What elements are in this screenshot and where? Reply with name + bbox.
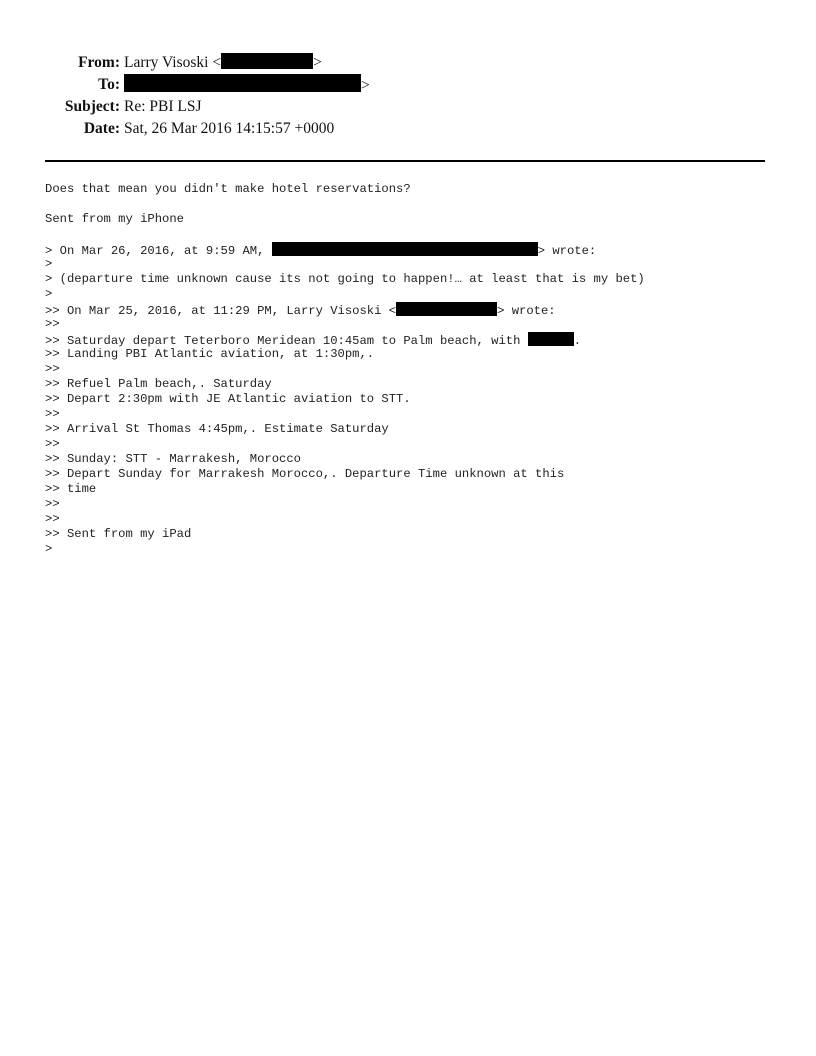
quote-line: > (departure time unknown cause its not going to happen!… at least that is my bet): [45, 272, 645, 286]
quote-line: >> Sent from my iPad: [45, 527, 192, 541]
quote-line: >: [45, 287, 53, 301]
header-divider: [45, 160, 765, 162]
subject-label: Subject:: [64, 98, 120, 115]
quote-suffix: > wrote:: [497, 304, 556, 318]
from-name: Larry Visoski <: [124, 54, 222, 71]
blank-line: [45, 197, 645, 212]
to-value: [124, 74, 370, 97]
quote-prefix: >> Saturday depart Teterboro Meridean 10:45am to Palm beach, with: [45, 334, 528, 348]
quote-line: >>: [45, 362, 60, 376]
quote-line: >> Arrival St Thomas 4:45pm,. Estimate Saturday: [45, 422, 389, 436]
date-value: Sat, 26 Mar 2016 14:15:57 +0000: [124, 120, 335, 137]
quote-line: >> time: [45, 482, 97, 496]
body-line: Does that mean you didn't make hotel reservations?: [45, 182, 411, 196]
redaction-box: [272, 242, 538, 256]
redaction-box: [221, 53, 313, 69]
quote-suffix: .: [573, 334, 582, 348]
quote-line: >>: [45, 317, 60, 331]
redaction-box: [396, 302, 497, 316]
quote-prefix: > On Mar 26, 2016, at 9:59 AM,: [45, 244, 272, 258]
subject-value: Re: PBI LSJ: [124, 98, 202, 115]
quote-suffix: > wrote:: [537, 244, 597, 258]
from-label: From:: [78, 54, 120, 71]
quote-line: >: [45, 257, 53, 271]
from-close: >: [313, 54, 322, 71]
quote-line: >> Depart 2:30pm with JE Atlantic aviation to STT.: [45, 392, 411, 406]
quote-line: >>: [45, 512, 60, 526]
from-value: [124, 52, 322, 74]
quote-line: >: [45, 542, 53, 556]
date-label: Date:: [83, 120, 120, 137]
blank-line: [45, 227, 645, 242]
quote-line: [45, 332, 645, 347]
body-line: Sent from my iPhone: [45, 212, 184, 226]
quote-line: >> Landing PBI Atlantic aviation, at 1:30pm,.: [45, 347, 375, 361]
quote-line: >> Depart Sunday for Marrakesh Morocco,. Departure Time unknown at this: [45, 467, 565, 481]
quote-line: [45, 242, 645, 257]
quote-line: >>: [45, 497, 60, 511]
redaction-box: [124, 74, 361, 92]
email-body: [45, 182, 645, 557]
quote-prefix: >> On Mar 25, 2016, at 11:29 PM, Larry Visoski <: [45, 304, 397, 318]
quote-line: >>: [45, 437, 60, 451]
quote-line: >> Sunday: STT - Marrakesh, Morocco: [45, 452, 301, 466]
to-close: >: [361, 77, 370, 94]
quote-line: [45, 302, 645, 317]
to-label: To:: [98, 76, 120, 93]
quote-line: >>: [45, 407, 60, 421]
quote-line: >> Refuel Palm beach,. Saturday: [45, 377, 272, 391]
redaction-box: [528, 332, 574, 346]
